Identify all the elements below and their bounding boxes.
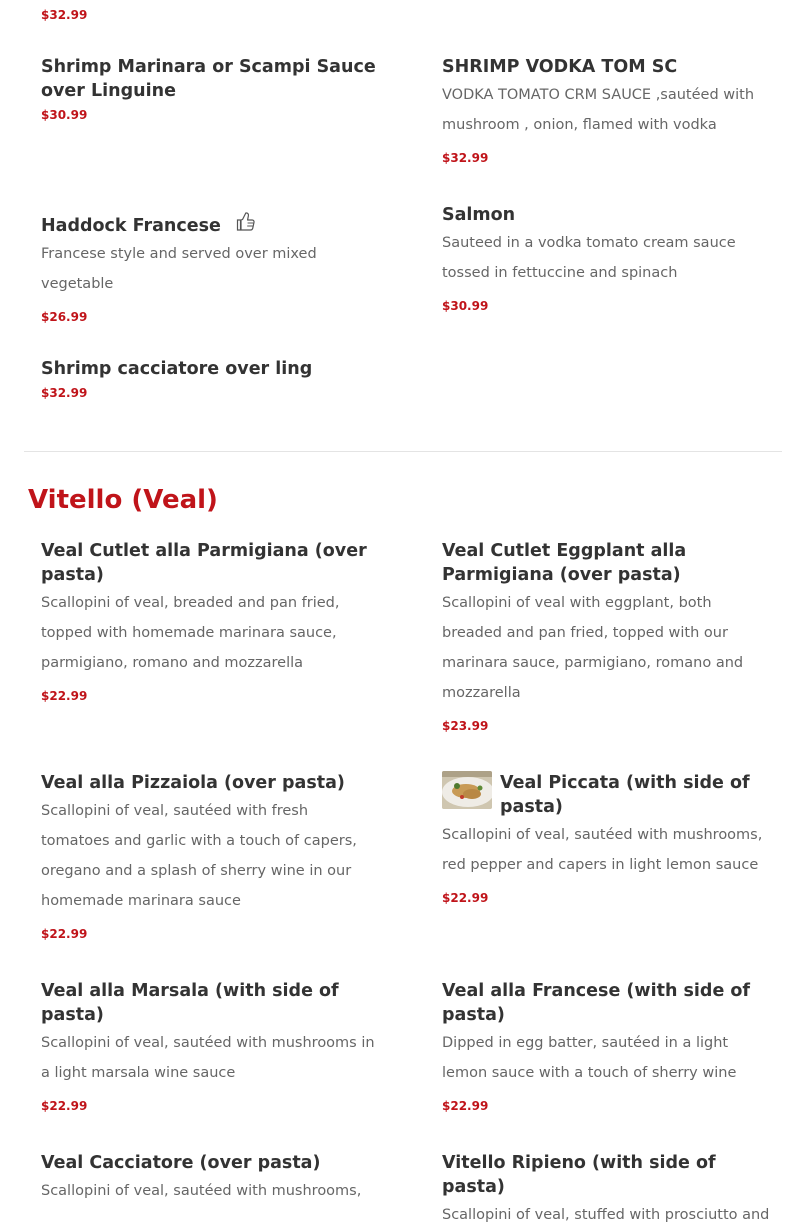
menu-item-vitello-ripieno[interactable] xyxy=(442,1151,772,1230)
item-description: Scallopini of veal, stuffed with prosciutto and xyxy=(442,1207,770,1223)
item-price: $26.99 xyxy=(41,310,88,324)
section-title-veal: Vitello (Veal) xyxy=(28,485,218,515)
item-name: Veal alla Francese (with side of pasta) xyxy=(442,981,751,1025)
veal-piccata-photo[interactable] xyxy=(442,771,492,809)
item-description: Scallopini of veal, sautéed with mushrooms, red pepper and capers in light lemon sauce xyxy=(442,827,763,873)
item-description: Sauteed in a vodka tomato cream sauce tossed in fettuccine and spinach xyxy=(442,235,736,281)
item-name: Veal Piccata (with side of pasta) xyxy=(500,773,750,817)
section-divider xyxy=(24,451,782,452)
menu-item-haddock-francese[interactable] xyxy=(41,203,381,325)
item-price: $30.99 xyxy=(442,299,489,313)
item-description: Scallopini of veal, sautéed with mushrooms in a light marsala wine sauce xyxy=(41,1035,375,1081)
item-description: Francese style and served over mixed vegetable xyxy=(41,246,317,292)
menu-item-salmon[interactable] xyxy=(442,203,772,314)
item-description: Scallopini of veal, breaded and pan fried, topped with homemade marinara sauce, parmigiano, romano and mozzarella xyxy=(41,595,340,671)
menu-item-veal-cutlet-eggplant[interactable] xyxy=(442,539,772,734)
item-name-row xyxy=(41,203,381,238)
item-description: Scallopini of veal, sautéed with mushrooms, xyxy=(41,1183,362,1199)
item-name: Haddock Francese xyxy=(41,216,221,236)
item-name: Veal alla Pizzaiola (over pasta) xyxy=(41,773,345,793)
item-price: $23.99 xyxy=(442,719,489,733)
item-name: Vitello Ripieno (with side of pasta) xyxy=(442,1153,716,1197)
item-price: $32.99 xyxy=(442,151,489,165)
item-price: $30.99 xyxy=(41,108,88,122)
item-price: $22.99 xyxy=(442,891,489,905)
item-name: Shrimp Marinara or Scampi Sauce over Linguine xyxy=(41,57,376,101)
thumbs-up-icon xyxy=(235,209,257,233)
menu-item-shrimp-marinara[interactable] xyxy=(41,55,381,123)
item-price: $32.99 xyxy=(41,386,88,400)
item-description: Dipped in egg batter, sautéed in a light lemon sauce with a touch of sherry wine xyxy=(442,1035,737,1081)
menu-item-previous[interactable] xyxy=(41,7,381,23)
item-name: Veal Cacciatore (over pasta) xyxy=(41,1153,321,1173)
item-name: SHRIMP VODKA TOM SC xyxy=(442,57,678,77)
item-price: $22.99 xyxy=(41,689,88,703)
item-name: Veal Cutlet alla Parmigiana (over pasta) xyxy=(41,541,367,585)
item-description: Scallopini of veal, sautéed with fresh tomatoes and garlic with a touch of capers, oregano and a splash of sherry wine in our homemade marinara sauce xyxy=(41,803,357,909)
menu-item-veal-marsala[interactable] xyxy=(41,979,381,1114)
menu-item-veal-cutlet-parmigiana[interactable] xyxy=(41,539,381,704)
menu-item-veal-pizzaiola[interactable] xyxy=(41,771,381,942)
item-name: Shrimp cacciatore over ling xyxy=(41,359,313,379)
item-name: Salmon xyxy=(442,205,516,225)
menu-item-shrimp-vodka[interactable] xyxy=(442,55,772,166)
item-name: Veal Cutlet Eggplant alla Parmigiana (over pasta) xyxy=(442,541,687,585)
item-price: $22.99 xyxy=(41,927,88,941)
menu-item-shrimp-cacciatore[interactable] xyxy=(41,357,381,401)
item-price: $22.99 xyxy=(41,1099,88,1113)
item-name: Veal alla Marsala (with side of pasta) xyxy=(41,981,339,1025)
item-description: VODKA TOMATO CRM SAUCE ,sautéed with mushroom , onion, flamed with vodka xyxy=(442,87,755,133)
menu-item-veal-cacciatore[interactable] xyxy=(41,1151,381,1206)
menu-item-veal-piccata[interactable] xyxy=(442,771,772,906)
item-description: Scallopini of veal with eggplant, both breaded and pan fried, topped with our marinara sauce, parmigiano, romano and mozzarella xyxy=(442,595,744,701)
menu-item-veal-francese[interactable] xyxy=(442,979,772,1114)
item-price: $22.99 xyxy=(442,1099,489,1113)
item-price: $32.99 xyxy=(41,8,88,22)
